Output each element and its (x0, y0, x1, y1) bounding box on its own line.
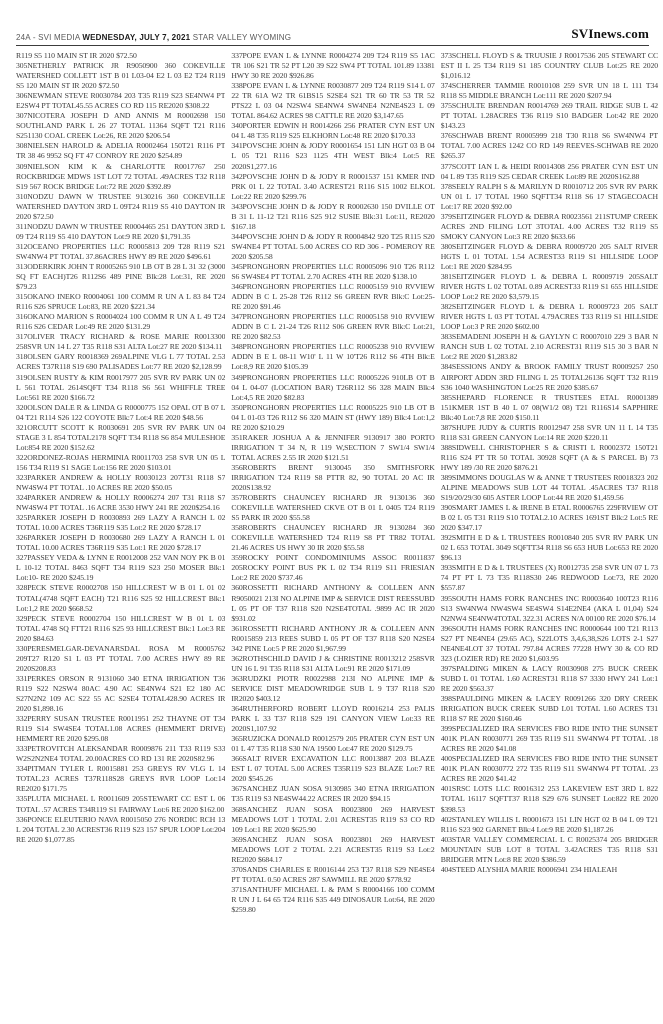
notice-entry: 322ORDONEZ-ROJAS HERMINIA R0011703 258 SVR UN 05 L 156 T34 R119 S1 SAGE Lot:156 RE 2020 $103.01 (16, 452, 226, 472)
notice-entry: 385SHEPARD FLORENCE R TRUSTEES ETAL R0001389 151KMER 1ST B 40 L 07 08(W1/2 08) T21 R116S14 SAPPHIRE Blk:40 Lot:7,8 RE 2020 $150.11 (440, 392, 658, 422)
notice-entry: 336PONCE ELEUTERIO NAVA R0015050 276 NORDIC RCH 13 L 204 TOTAL 2.30 ACREST36 R119 S23 157 SPUR LOOP Lot:204 RE 2020 $1,077.85 (16, 814, 226, 844)
notice-entry: 359ROCKY POINT CONDOMINIUMS ASSOC R0011837 205ROCKY POINT BUS PK L 02 T34 R119 S11 FRIESIAN Lot:2 RE 2020 $737.46 (231, 553, 435, 583)
notice-entry: 349PRONGHORN PROPERTIES LLC R0005226 910LB OT B 04 L 04-07 (LOCATION BAR) T26R112 S6 328 MAIN Blk:4 Lot:4,5 RE 2020 $82.83 (231, 372, 435, 402)
notice-entry: 334PITMAN TYLER L R0015881 253 GREYS RV VLG L 14 TOTAL.23 ACRES T37R118S28 GREYS RVR LOOP Lot:14 RE2020 $171.75 (16, 764, 226, 794)
notice-entry: 333PETROVITCH ALEKSANDAR R0009876 211 T33 R119 S33 W2S2N2NE4 TOTAL 20.00ACRES CO RD 131 RE 2020S82.96 (16, 744, 226, 764)
notice-entry: 332PERRY SUSAN TRUSTEE R0011951 252 THAYNE OT T34 R119 S14 SW4SE4 TOTAL1.08 ACRES (HEMMERT DRIVE) HEMMERT RE 2020 $295.08 (16, 714, 226, 744)
notice-entry: 330PERESMELGAR-DEVANARSDAL ROSA M R0005762 209T27 R120 S1 L 03 PT TOTAL 7.00 ACRES HWY 89 RE 2020S208.83 (16, 643, 226, 673)
notice-entry: 361ROSSETTI RICHARD ANTHONY JR & COLLEEN ANN R0015859 213 REES SUBD L 05 PT OF T37 R118 S20 N2SE4 342 PINE Lot:5 P RE 2020 $1,967.99 (231, 623, 435, 653)
notice-entry: 357ROBERTS CHAUNCEY RICHARD JR 9130136 360 COKEVILLE WATERSHED CKVE OT B 01 L 0405 T24 R119 S5 PARK IR 2020 $55.58 (231, 493, 435, 523)
notice-entry: 377SCOTT IAN L & HEIDI R0014308 256 PRATER CYN EST UN 04 L 89 T35 R119 S25 CEDAR CREEK Lot:89 RE 2020S162.88 (440, 161, 658, 181)
notice-entry: 323PARKER ANDREW & HOLLY R0030123 207T31 R118 S7 NW4SW4 PT TOTAL .10 ACRES RE 2020 $50.05 (16, 472, 226, 493)
notice-entry: 397SPALDING MIKEN & LACY R0030908 275 BUCK CREEK SUBD L 01 TOTAL 1.60 ACREST31 R118 S7 3330 HWY 241 Lot:1 RE 2020 $563.37 (440, 663, 658, 693)
notice-entry: 380SEITZINGER FLOYD & DEBRA R0009720 205 SALT RIVER HGTS L 01 TOTAL 1.54 ACREST33 R119 S1 HILLSIDE LOOP Lot:1 RE 2020 $284.95 (440, 241, 658, 271)
notice-entry: 402STANLEY WILLIS L R0001673 151 LIN HGT 02 B 04 L 09 T21 R116 S23 902 GARNET Blk:4 Lot:9 RE 2020 $1,187.26 (440, 814, 658, 834)
notice-entry: 376SCHWAB BRENT R0005999 218 T30 R118 S6 SW4NW4 PT TOTAL 7.00 ACRES 1242 CO RD 149 REEVES-SCHWAB RE 2020 $265.37 (440, 131, 658, 161)
masthead-rule (16, 45, 649, 46)
notice-entry: 378SEELY RALPH S & MARILYN D R0010712 205 SVR RV PARK UN 01 L 17 TOTAL 1960 SQFTT34 R118 S6 17 STAGECOACH Lot:17 RE 2020 $92.00 (440, 181, 658, 211)
notice-entry: 388SIDWELL CHRISTOPHER S & CRISTI L R0002372 150T21 R116 S24 PT TR 50 TOTAL 30928 SQFT (A & S PARCEL B) 73 HWY 189 /30 RE 2020 $876.21 (440, 442, 658, 472)
notice-entry: 326PARKER JOSEPH D R0030680 269 LAZY A RANCH L 01 TOTAL 10.00 ACRES T36R119 S35 Lot:1 RE 2020 $728.17 (16, 533, 226, 553)
notice-entry: 384SESSIONS ANDY & BROOK FAMILY TRUST R0009257 250 AIRPORT ADDN 3RD FILING L 25 TOTAL26136 SQFT T32 R119 S36 1040 WASHINGTON Lot:25 RE 2020 $385.67 (440, 362, 658, 392)
notice-entry: 341POVSCHE JOHN & JODY R0001654 151 LIN HGT 03 B 04 L 05 T21 R116 S23 1125 4TH WEST Blk:4 Lot:5 RE 2020S1,277.16 (231, 141, 435, 171)
page-label: 24A - SVI MEDIA (16, 33, 80, 42)
notice-entry: 325PARKER JOSEPH D R0030893 269 LAZY A RANCH L 02 TOTAL 10.00 ACRES T36R119 S35 Lot:2 RE 2020 $728.17 (16, 513, 226, 533)
notice-entry: 324PARKER ANDREW & HOLLY R0006274 207 T31 R118 S7 NW4SW4 PT TOTAL .16 ACRE 3530 HWY 241 RE 2020$254.16 (16, 493, 226, 513)
notice-entry: 366SALT RIVER EXCAVATION LLC R0013887 203 BLAZE EST L 07 TOTAL 5.00 ACRES T35R119 S23 BLAZE Lot:7 RE 2020 $545.26 (231, 754, 435, 784)
notice-entry: 312OCEANO PROPERTIES LLC R0005813 209 T28 R119 S21 SW4NW4 PT TOTAL 37.86ACRES HWY 89 RE 2020 $496.61 (16, 241, 226, 261)
notice-entry: 305NETHERLY PATRICK JR R9050900 360 COKEVILLE WATERSHED COLLETT 1ST B 01 L03-04 E2 L 03 E2 T24 R119 S5 120 MAIN ST IR 2020 $72.50 (16, 61, 226, 91)
notice-entry: 370SANDS CHARLES E R0016144 253 T37 R118 S29 NE4SE4 PT TOTAL 0.50 ACRES 287 SAWMILL RE 2020 $778.92 (231, 864, 435, 884)
notice-entry: 340PORTER EDWIN H R0014266 256 PRATER CYN EST UN 04 L 48 T35 R119 S25 ELKHORN Lot:48 RE 2020 $170.33 (231, 121, 435, 141)
notice-entry: 319OLSEN RUSTY & KIM R0017977 205 SVR RV PARK UN 02 L 561 TOTAL 2614SQFT T34 R118 S6 561 WHIFFLE TREE Lot:561 RE 2020 $166.72 (16, 372, 226, 402)
notice-entry: 398SPAULDING MIKEN & LACEY R0091266 320 DRY CREEK IRRIGATION BUCK CREEK SUBD L01 TOTAL 1.60 ACRES T31 R118 S7 RE 2020 $160.46 (440, 694, 658, 724)
notices-column-2 (231, 51, 434, 915)
notice-entry: 344POVSCHE JOHN D & JODY R R0004842 920 T25 R115 S20 SW4NE4 PT TOTAL 5.00 ACRES CO RD 306 - POMEROY RE 2020 $205.58 (231, 231, 435, 261)
notice-entry: 328PECK STEVE R0002708 150 HILLCREST W B 01 L 01 02 TOTAL(4748 SQFT EACH) T21 R116 S25 92 HILLCREST Blk:1 Lot:1,2 RE 2020 $668.52 (16, 583, 226, 613)
notice-entry: 315OKANO INEKO R0004061 100 COMM R UN A L 83 84 T24 R116 S26 SPRUCE Lot:83, RE 2020 $221.34 (16, 292, 226, 312)
notice-entry: 317OLIVER TRACY RICHARD & ROSE MARIE R0013300 258SVR UN 14 L 27 T35 R118 S31 ALTA Lot:27 RE 2020 $134.11 (16, 332, 226, 352)
notice-entry: 393SMITH E D & L TRUSTEES (X) R0012735 258 SVR UN 07 L 73 74 PT PT L 73 T35 R118S30 246 REDWOOD Lot:73, RE 2020 $557.87 (440, 563, 658, 593)
notice-entry: 403STAR VALLEY COMMERCIAL L C R0025374 205 BRIDGER MOUNTAIN SUB LOT 8 TOTAL 3.42ACRES T35 R118 S31 BRIDGER MTN Lot:8 RE 2020 $386.59 (440, 834, 658, 864)
notice-entry: 306NEWMAN STEVE R0030784 203 T35 R119 S23 SE4NW4 PT E2SW4 PT TOTAL45.55 ACRES CO RD 115 RE2020 $308.22 (16, 91, 226, 111)
masthead-left (16, 33, 291, 42)
notice-entry: 309NIELSON KIM K & CHARLOTTE R0017767 250 ROCKBRIDGE MDWS 1ST LOT 72 TOTAL .49ACRES T32 R118 S19 567 ROCK BRIDGE Lot:72 RE 2020 $392.89 (16, 161, 226, 191)
notice-entry: 404STEED ALYSHIA MARIE R0006941 234 HIALEAH (440, 864, 618, 874)
notice-entry: 387SHUPE JUDY & CURTIS R0012947 258 SVR UN 11 L 14 T35 R118 S31 GREEN CANYON Lot:14 RE 2020 $220.11 (440, 422, 658, 442)
notice-entry: 381SEITZINGER FLOYD L & DEBRA L R0009719 205SALT RIVER HGTS L 02 TOTAL 0.89 ACREST33 R119 S1 655 HILLSIDE LOOP Lot:2 RE 2020 $3,579.15 (440, 272, 658, 302)
notice-entry: 308NIELSEN HAROLD & ADELIA R0002464 150T21 R116 PT TR 38 46 9952 SQ FT 47 CONROY RE 2020 $254.89 (16, 141, 226, 161)
notice-entry: 395SOUTH HAMS FORK RANCHES INC R0003640 100T23 R116 S13 SW4NW4 NW4SW4 SE4SW4 S14E2NE4 (AKA L 01,04) S24 N2NW4 SE4NW4TOTAL 322.31 ACRES N/A 00100 RE 2020 $76.14 (440, 593, 658, 623)
notice-entry: 313ODERKIRK JOHN T R0005265 910 LB OT B 28 L 31 32 (3000 SQ FT EACH)T26 R112S6 489 PINE Blk:28 Lot:31, RE 2020 $79.23 (16, 261, 226, 292)
notice-entry: 307NICOTERA JOSEPH D AND ANNIS M R0002698 150 SOUTHLAND PARK L 26 27 TOTAL 11364 SQFT T21 R116 S251130 COAL CREEK Lot:26, RE 2020 $206.54 (16, 111, 226, 141)
notice-entry: 310NODZU DAWN W TRUSTEE 9130216 360 COKEVILLE WATERSHED DAYTON 3RD L 09T24 R119 S5 410 DAYTON IR 2020 $72.50 (16, 191, 226, 221)
notice-entry: 364RUTHERFORD ROBERT LLOYD R0016214 253 PALIS PARK L 33 T37 R118 S29 191 CANYON VIEW Lot:33 RE 2020S1,107.92 (231, 704, 435, 734)
notices-column-1 (16, 51, 225, 915)
notice-entry: 321ORCUTT SCOTT K R0030691 205 SVR RV PARK UN 04 STAGE 3 L 854 TOTAL2178 SQFT T34 R118 S6 854 MULESHOE Lot:854 RE 2020 $152.62 (16, 422, 226, 452)
notice-entry: 368SANCHEZ JUAN SOSA R0023800 269 HARVEST MEADOWS LOT 1 TOTAL 2.01 ACREST35 R119 S3 CO RD 109 Lot:1 RE 2020 $625.90 (231, 804, 435, 834)
notice-entry: 316OKANO MARION S R0004024 100 COMM R UN A L 49 T24 R116 S26 CEDAR Lot:49 RE 2020 $131.29 (16, 312, 226, 332)
notice-entry: 400SPECIALIZED IRA SERVICES FBO RIDE INTO THE SUNSET 401K PLAN R0030772 272 T35 R119 S11 SW4NW4 PT TOTAL .23 ACRES RE 2020 $41.42 (440, 754, 658, 784)
notice-entry: 383SEMADENI JOSEPH H & GAYLYN C R0007010 229 3 BAR N RANCH SUB L 02 TOTAL 2.10 ACREST31 R119 S15 30 3 BAR N Lot:2 RE 2020 $1,283.82 (440, 332, 658, 362)
notice-entry: 335PLUTA MICHAEL L R0011609 205STEWART CC EST L 06 TOTAL .57 ACRES T34R119 S1 FAIRWAY Lot:6 RE 2020 $162.00 (16, 794, 226, 814)
notice-entry: 371SANTHUFF MICHAEL L & PAM S R0004166 100 COMM R UN J L 64 65 T24 R116 S35 449 DINOSAUR Lot:64, RE 2020 $259.80 (231, 884, 435, 914)
notice-entry: 358ROBERTS CHAUNCEY RICHARD JR 9130284 360 COKEVILLE WATERSHED T24 R119 S8 PT TR82 TOTAL 21.46 ACRES US HWY 30 IR 2020 $55.58 (231, 523, 435, 553)
notice-entry: 320OLSON DALE R & LINDA G R0000775 152 OPAL OT B 07 L 04 T21 R114 S26 122 COYOTE Blk:7 Lot:4 RE 2020 $48.56 (16, 402, 226, 422)
notice-entry: 345PRONGHORN PROPERTIES LLC R0005096 910 T26 R112 S6 SW4SE4 PT TOTAL 2.70 ACRES 4TH RE 2020 $138.10 (231, 261, 435, 282)
notice-entry: 338POPE EVAN L & LYNNE R0030877 209 T24 R119 S14 L 07 22 TR 61A W2 TR 61BS15 S2SE4 S21 TR 60 TR 53 TR 52 PTS22 L 03 04 N2SW4 SE4NW4 SW4NE4 N2NE4S23 L 09 TOTAL 864.62 ACRES 98 CATTLE RE 2020 $3,147.65 (231, 81, 435, 121)
notice-entry: 360ROSSETTI RICHARD ANTHONY & COLLEEN ANN R9050021 213I NO ALPINE IMP & SERVICE DIST REESSUBD L 05 PT OF T37 R118 S20 N2SE4TOTAL .9899 AC IR 2020 $931.02 (231, 583, 435, 623)
notice-entry: 392SMITH E D & L TRUSTEES R0010840 205 SVR RV PARK UN 02 L 653 TOTAL 3049 SQFTT34 R118 S6 653 HUB Lot:653 RE 2020 $96.13 (440, 533, 658, 563)
notice-entry: 331PERKES ORSON R 9131060 340 ETNA IRRIGATION T36 R119 S22 N2SW4 80AC 4.90 AC SE4NW4 S21 E2 180 AC S27N2N2 109 AC S22 55 AC S2SE4 TOTAL428.90 ACRES IR 2020 $1,898.16 (16, 673, 226, 714)
notice-entry: 348PRONGHORN PROPERTIES LLC R0005238 910 RVVIEW ADDN B E L 08-11 W10' L 11 W 10'T26 R112 S6 4TH Blk:E Lot:8,9 RE 2020 $105.39 (231, 342, 435, 372)
notice-entry: 365RUZICKA DONALD R0012579 205 PRATER CYN EST UN 01 L 47 T35 R118 S30 N/A 19500 Lot:47 RE 2020 $129.75 (231, 734, 435, 754)
notices-section (16, 51, 658, 915)
notice-entry: 374SCHERRER TAMMIE R0010108 259 SVR UN 18 L 111 T34 R118 S5 MIDDLE BRANCH Lot:111 RE 2020 $207.94 (440, 81, 658, 101)
notice-entry: 399SPECIALIZED IRA SERVICES FBO RIDE INTO THE SUNSET 401K PLAN R0030771 269 T35 R119 S11 SW4NW4 PT TOTAL .18 ACRES RE 2020 $41.08 (440, 724, 658, 754)
notice-entry: 401SRSC LOTS LLC R0016312 253 LAKEVIEW EST 3RD L 822 TOTAL 16117 SQFTT37 R118 S29 676 SUNSET Lot:822 RE 2020 $398.53 (440, 784, 658, 814)
notice-entry: 327PASSEY VEDA & LYNN E R0012008 252 VAN NOY PK B 01 L 10-12 TOTAL 8463 SQFT T34 R119 S23 250 MOSER Blk:1 Lot:10- RE 2020 $245.19 (16, 553, 226, 583)
notice-entry: 346PRONGHORN PROPERTIES LLC R0005159 910 RVVIEW ADDN B C L 25-28 T26 R112 S6 GREEN RVR Blk:C Lot:25- RE 2020 $91.46 (231, 282, 435, 312)
notice-entry: 351RAKER JOSHUA A & JENNIFER 9130917 380 PORTO IRRIGATION T 34 N, R 119 W,SECTION 7 SW1/4 SW1/4 TOTAL ACRES 2.55 IR 2020 $121.51 (231, 432, 435, 462)
notice-entry: 362ROTHSCHILD DAVID J & CHRISTINE R0013212 258SVR UN 16 L 91 T35 R118 S31 ALTA Lot:91 RE 2020 $171.09 (231, 653, 435, 673)
notice-entry: 337POPE EVAN L & LYNNE R0004274 209 T24 R119 S5 1AC TR 106 S21 TR 52 PT L20 39 S22 SW4 PT TOTAL 101.89 13381 HWY 30 RE 2020 $926.86 (231, 51, 435, 81)
notice-entry: 369SANCHEZ JUAN SOSA R0023801 269 HARVEST MEADOWS LOT 2 TOTAL 2.21 ACREST35 R119 S3 Lot:2 RE2020 $684.17 (231, 834, 435, 864)
notice-entry: 379SEITZINGER FLOYD & DEBRA R0023561 211STUMP CREEK ACRES 2ND FILING LOT 3TOTAL 4.00 ACRES T32 R119 S5 SMOKY CANYON Lot:3 RE 2020 $633.66 (440, 211, 658, 241)
notices-column-3 (441, 51, 658, 915)
notice-entry: 382SEITZINGER FLOYD L & DEBRA L R0009723 205 SALT RIVER HGTS L 03 PT TOTAL 4.79ACRES T33 R119 S1 HILLSIDE LOOP Lot:3 P RE 2020 $602.00 (440, 302, 658, 332)
site-name: SVInews.com (571, 26, 649, 41)
notice-entry: 396SOUTH HAMS FORK RANCHES INC R0000644 100 T21 R113 S27 PT NE4NE4 (29.65 AC), S22LOTS 3,4,6,38,S26 LOTS 2-1 S27 NE4NE4LOT 37 TOTAL 797.84 ACRES 77228 HWY 30 & CO RD 323 (LOZIER RD) RE 2020 $1,603.95 (440, 623, 658, 663)
notice-entry: 311NODZU DAWN W TRUSTEE R0004465 251 DAYTON 3RD L 09 T24 R119 S5 410 DAYTON Lot:9 RE 2020 $1,791.35 (16, 221, 226, 241)
notice-entry: 373SCHELL FLOYD S & TRUUSIE J R0017536 205 STEWART CC EST II L 25 T34 R119 S1 185 COUNTRY CLUB Lot:25 RE 2020 $1,016.12 (440, 51, 658, 81)
issue-date: WEDNESDAY, JULY 7, 2021 (82, 33, 191, 42)
notice-entry: 390SMART JAMES L & IRENE B ETAL R0006765 229FRVIEW OT B 02 L 05 T31 R119 S10 TOTAL2.10 ACRES 1691ST Blk:2 Lot:5 RE 2020 $347.17 (440, 503, 658, 533)
notice-entry: 343POVSCHE JOHN D & JODY R R0002630 150 DVILLE OT B 31 L 11-12 T21 R116 S25 912 SUSIE Blk:31 Lot:11, RE2020 $167.18 (231, 201, 435, 231)
notice-entry: 356ROBERTS BRENT 9130045 350 SMITHSFORK IRRIGATION T24 R119 S8 PTTR 82, 90 TOTAL 20 AC IR 2020S138.92 (231, 462, 435, 493)
notice-entry: 367SANCHEZ JUAN SOSA 9130985 340 ETNA IRRIGATION T35 R119 S3 NE4SW44.22 ACRES IR 2020 $94.15 (231, 784, 435, 804)
masthead (16, 26, 658, 42)
notice-entry: 350PRONGHORN PROPERTIES LLC R0005225 910 LB OT B 04 L 01-03 T26 R112 S6 320 MAIN ST (HWY 189) Blk:4 Lot:1,2 RE 2020 $210.29 (231, 402, 435, 432)
notice-entry: R119 S5 110 MAIN ST IR 2020 $72.50 (16, 51, 137, 60)
notice-entry: 363RUDZKI PIOTR R0022988 213I NO ALPINE IMP & SERVICE DIST MEADOWRIDGE SUB L 9 T37 R118 S20 IR2020 $403.12 (231, 673, 435, 703)
notice-entry: 375SCHULTE BRENDAN R0014769 269 TRAIL RIDGE SUB L 42 PT TOTAL 1.28ACRES T36 R119 S10 BADGER Lot:42 RE 2020 $143.23 (440, 101, 658, 131)
notice-entry: 318OLSEN GARY R0018369 269ALPINE VLG L 77 TOTAL 2.53 ACRES T37R118 S19 690 PALISADES Lot:77 RE 2020 $2,128.99 (16, 352, 226, 372)
notice-entry: 389SIMMONS DOUGLAS W & ANNE T TRUSTEES R0018323 202 ALPINE MEADOWS SUB LOT 44 TOTAL .45ACRES T37 R118 S19/20/29/30 605 ASTER LOOP Lot:44 RE 2020 $1,459.56 (440, 472, 658, 503)
notice-entry: 329PECK STEVE R0002704 150 HILLCREST W B 01 L 03 TOTAL 4748 SQ FTT21 R116 S25 93 HILLCREST Blk:1 Lot:3 RE 2020 $84.63 (16, 613, 226, 643)
notice-entry: 342POVSCHE JOHN D & JODY R R0001537 151 KMER IND PRK 01 L 22 TOTAL 3.40 ACREST21 R116 S15 1002 ELKOL Lot:22 RE 2020 $299.76 (231, 171, 435, 201)
location-label: STAR VALLEY WYOMING (192, 33, 292, 42)
notice-entry: 347PRONGHORN PROPERTIES LLC R0005158 910 RVVIEW ADDN B C L 21-24 T26 R112 S06 GREEN RVR Blk:C Lot:21, RE 2020 $82.53 (231, 312, 435, 342)
